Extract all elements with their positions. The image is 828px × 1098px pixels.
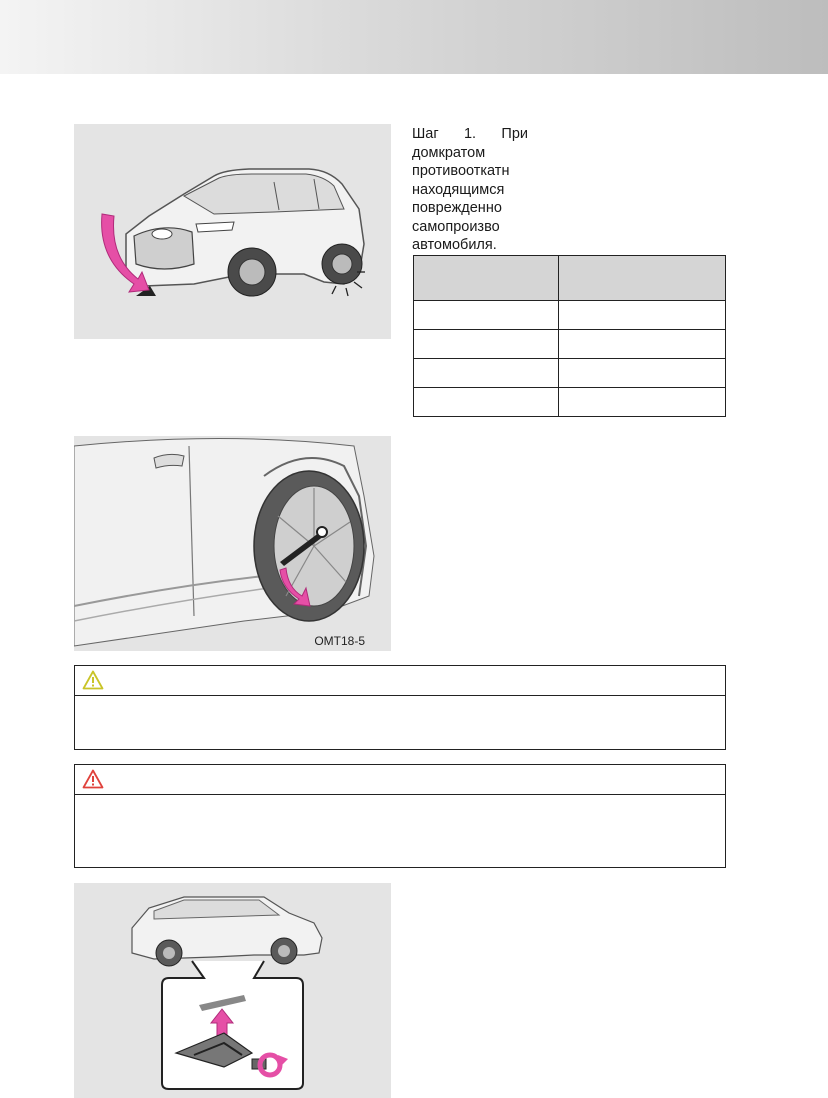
caution-body <box>75 696 725 749</box>
table-cell <box>559 301 726 330</box>
table-cell <box>559 359 726 388</box>
figure-code-label: OMT18-5 <box>314 634 365 648</box>
table-header-cell <box>414 256 559 301</box>
wheel-chock-illustration <box>74 124 391 339</box>
spec-table <box>413 255 726 417</box>
table-row <box>414 388 726 417</box>
step-line-2: домкратом <box>412 144 486 161</box>
warning-body <box>75 795 725 867</box>
step-line-4: находящимся <box>412 181 505 198</box>
step-word: 1. <box>463 126 477 142</box>
table-cell <box>414 388 559 417</box>
table-cell <box>559 388 726 417</box>
table-cell <box>414 330 559 359</box>
caution-header-bar <box>75 666 725 696</box>
step-line-3: противооткатн <box>412 163 510 179</box>
table-header-cell <box>559 256 726 301</box>
table-row <box>414 359 726 388</box>
page-header-band <box>0 0 828 74</box>
step-instruction-text <box>412 125 528 253</box>
step-line-7: автомобиля. <box>412 237 497 253</box>
step-line-5: поврежденно <box>412 200 502 216</box>
caution-notice <box>74 665 726 750</box>
step-word: Шаг <box>412 126 439 142</box>
step-word: При <box>501 126 528 142</box>
table-cell <box>559 330 726 359</box>
warning-notice <box>74 764 726 868</box>
lug-wrench-illustration <box>74 436 391 651</box>
warning-triangle-icon <box>82 769 104 794</box>
step-line-1 <box>412 125 528 144</box>
table-cell <box>414 301 559 330</box>
table-row <box>414 330 726 359</box>
table-header-row <box>414 256 726 301</box>
caution-triangle-icon <box>82 670 104 695</box>
warning-header-bar <box>75 765 725 795</box>
table-cell <box>414 359 559 388</box>
step-line-6: самопроизво <box>412 218 500 235</box>
jack-placement-illustration <box>74 883 391 1098</box>
table-row <box>414 301 726 330</box>
